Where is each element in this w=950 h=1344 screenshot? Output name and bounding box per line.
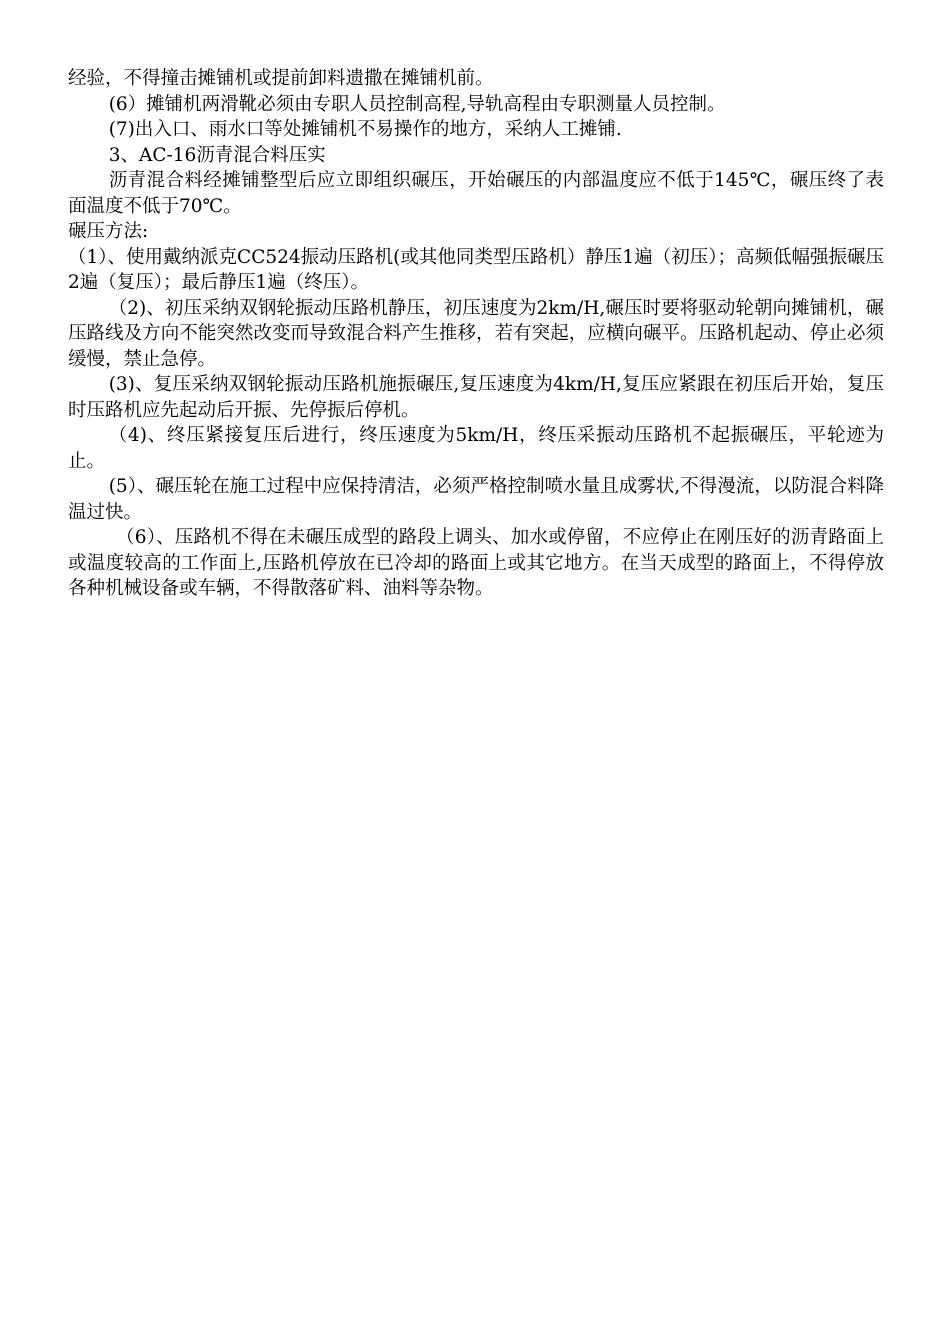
paragraph-method-6: （6）、压路机不得在未碾压成型的路段上调头、加水或停留，不应停止在刚压好的沥青路面上或温度较高的工作面上,压路机停放在已冷却的路面上或其它地方。在当天成型的路面上，不得停放各种机械设备或车辆，不得散落矿料、油料等杂物。 bbox=[68, 527, 884, 599]
paragraph-item-6: (6）摊铺机两滑靴必须由专职人员控制高程,导轨高程由专职测量人员控制。 bbox=[108, 93, 726, 115]
paragraph-method-5: (5）、碾压轮在施工过程中应保持清洁，必须严格控制喷水量且成雾状,不得漫流，以防混合料降温过快。 bbox=[68, 476, 884, 523]
section-heading-compaction: 3、AC-16沥青混合料压实 bbox=[108, 144, 326, 166]
paragraph-method-3: (3)、复压采纳双钢轮振动压路机施振碾压,复压速度为4km/H,复压应紧跟在初压后开始，复压时压路机应先起动后开振、先停振后停机。 bbox=[68, 374, 884, 421]
paragraph-method-4: （4)、终压紧接复压后进行，终压速度为5km/H，终压采振动压路机不起振碾压，平轮迹为止。 bbox=[68, 425, 884, 472]
document-body bbox=[68, 66, 884, 602]
paragraph-continuation: 经验，不得撞击摊铺机或提前卸料遗撒在摊铺机前。 bbox=[68, 68, 494, 89]
paragraph-compaction-intro: 沥青混合料经摊铺整型后应立即组织碾压，开始碾压的内部温度应不低于145℃，碾压终了表面温度不低于70℃。 bbox=[68, 170, 884, 217]
subheading-compaction-method: 碾压方法: bbox=[68, 221, 149, 242]
paragraph-item-7: (7)出入口、雨水口等处摊铺机不易操作的地方，采纳人工摊铺. bbox=[108, 119, 622, 140]
paragraph-method-1: （1）、使用戴纳派克CC524振动压路机(或其他同类型压路机）静压1遍（初压）；高频低幅强振碾压2遍（复压）；最后静压1遍（终压）。 bbox=[68, 246, 884, 293]
paragraph-method-2: （2)、初压采纳双钢轮振动压路机静压，初压速度为2km/H,碾压时要将驱动轮朝向摊铺机，碾压路线及方向不能突然改变而导致混合料产生推移，若有突起，应横向碾平。压路机起动、停止必须缓慢，禁止急停。 bbox=[68, 297, 884, 370]
